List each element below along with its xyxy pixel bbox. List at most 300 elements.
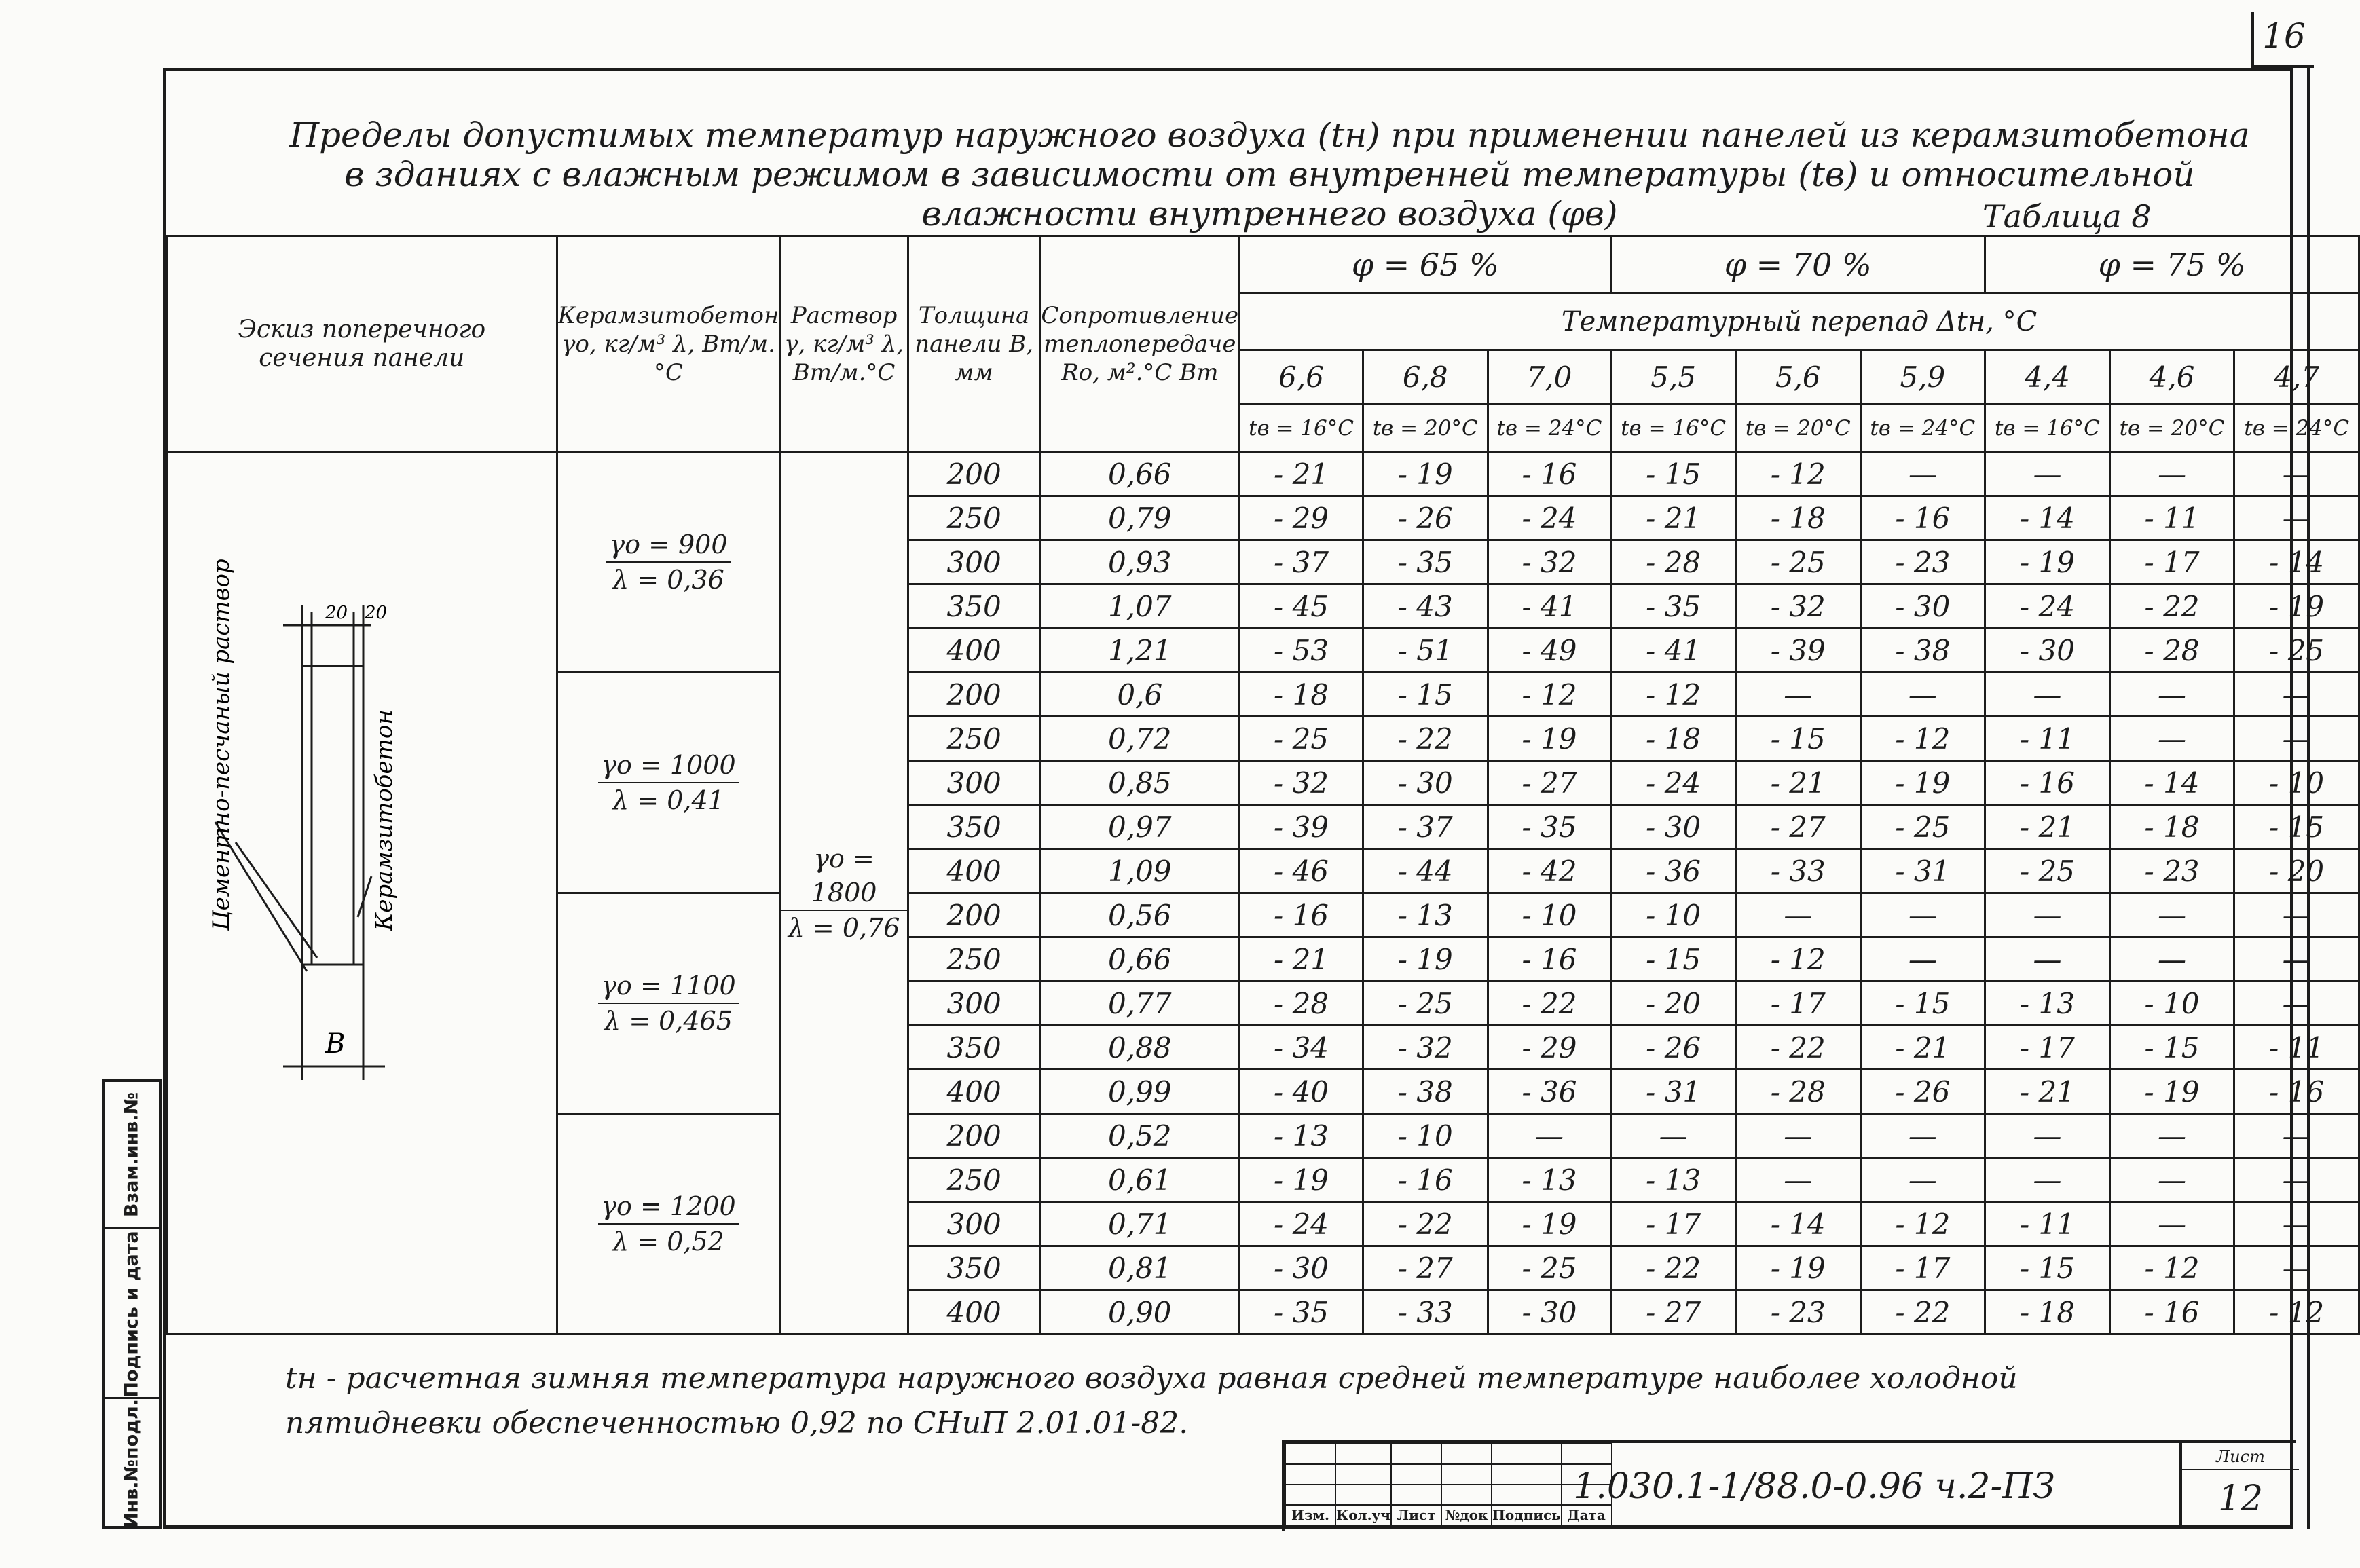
resistance-cell: 0,66 — [1040, 937, 1240, 982]
temperature-cell: - 11 — [1985, 1202, 2110, 1246]
temperature-cell: - 34 — [1240, 1026, 1363, 1070]
header-temp-drop: Температурный перепад Δtн, °С — [1240, 293, 2359, 350]
temperature-cell: — — [1735, 673, 1860, 717]
ceramsite-group-cell — [557, 1114, 780, 1334]
temperature-cell: - 49 — [1488, 629, 1611, 673]
header-delta: 5,5 — [1611, 350, 1736, 405]
temperature-cell: - 25 — [2234, 629, 2359, 673]
temperature-cell: - 28 — [1240, 982, 1363, 1026]
revision-column-label: Лист — [1391, 1505, 1441, 1525]
temperature-cell: - 16 — [1363, 1158, 1488, 1202]
resistance-cell: 0,6 — [1040, 673, 1240, 717]
temperature-cell: - 25 — [1363, 982, 1488, 1026]
temperature-cell: — — [1860, 1114, 1985, 1158]
temperature-cell: - 11 — [2234, 1026, 2359, 1070]
temperature-cell: - 12 — [1860, 717, 1985, 761]
temperature-cell: - 12 — [1611, 673, 1736, 717]
temperature-cell: - 16 — [1240, 893, 1363, 937]
ceramsite-lambda: λ = 0,36 — [612, 565, 724, 595]
temperature-cell: - 19 — [1985, 540, 2110, 584]
temperature-cell: - 11 — [2109, 496, 2234, 540]
temperature-cell: - 41 — [1488, 584, 1611, 629]
temperature-cell: — — [1735, 1114, 1860, 1158]
temperature-cell: - 15 — [1735, 717, 1860, 761]
temperature-cell: — — [2109, 937, 2234, 982]
thickness-cell: 300 — [908, 761, 1040, 805]
temperature-cell: - 30 — [1611, 805, 1736, 849]
temperature-cell: - 20 — [1611, 982, 1736, 1026]
temperature-cell: - 27 — [1611, 1290, 1736, 1334]
footnote — [285, 1356, 2254, 1446]
side-label-original: Инв.№подл. — [121, 1398, 143, 1529]
temperature-cell: - 12 — [1488, 673, 1611, 717]
header-mortar: Раствор γ, кг/м³ λ, Вт/м.°С — [780, 236, 908, 452]
header-tv: tв = 24°С — [1488, 405, 1611, 452]
temperature-cell: — — [2109, 717, 2234, 761]
resistance-cell: 0,61 — [1040, 1158, 1240, 1202]
temperature-cell: - 30 — [1363, 761, 1488, 805]
temperature-cell: — — [1488, 1114, 1611, 1158]
temperature-cell: — — [2109, 1158, 2234, 1202]
temperature-cell: - 10 — [2109, 982, 2234, 1026]
resistance-cell: 0,93 — [1040, 540, 1240, 584]
temperature-cell: - 35 — [1240, 1290, 1363, 1334]
temperature-cell: - 15 — [2234, 805, 2359, 849]
ceramsite-density: γo = 1000 — [598, 748, 738, 783]
temperature-cell: — — [2234, 893, 2359, 937]
temperature-cell: - 19 — [1363, 937, 1488, 982]
thickness-cell: 200 — [908, 452, 1040, 496]
ceramsite-density: γo = 1100 — [598, 969, 738, 1004]
header-tv: tв = 24°С — [1860, 405, 1985, 452]
temperature-cell: - 32 — [1735, 584, 1860, 629]
temperature-cell: - 17 — [2109, 540, 2234, 584]
thickness-cell: 350 — [908, 1026, 1040, 1070]
ceramsite-lambda: λ = 0,465 — [604, 1006, 733, 1036]
temperature-cell: - 43 — [1363, 584, 1488, 629]
temperature-cell: - 16 — [2234, 1070, 2359, 1114]
temperature-cell: - 46 — [1240, 849, 1363, 893]
temperature-cell: - 40 — [1240, 1070, 1363, 1114]
temperature-cell: - 14 — [2109, 761, 2234, 805]
temperature-cell: - 35 — [1363, 540, 1488, 584]
temperature-cell: - 17 — [1860, 1246, 1985, 1290]
temperature-cell: - 22 — [1488, 982, 1611, 1026]
temperature-cell: - 28 — [1735, 1070, 1860, 1114]
label-ceramsite: Керамзитобетон — [371, 709, 398, 931]
temperature-cell: - 45 — [1240, 584, 1363, 629]
header-tv: tв = 24°С — [2234, 405, 2359, 452]
temperature-cell: — — [1860, 673, 1985, 717]
header-thickness: Толщина панели B, мм — [908, 236, 1040, 452]
revision-column-label: Дата — [1562, 1505, 1612, 1525]
temperature-cell: - 28 — [2109, 629, 2234, 673]
temperature-cell: - 17 — [1611, 1202, 1736, 1246]
thickness-cell: 400 — [908, 1070, 1040, 1114]
temperature-cell: - 10 — [1488, 893, 1611, 937]
ceramsite-group-cell — [557, 893, 780, 1114]
temperature-cell: - 20 — [2234, 849, 2359, 893]
temperature-cell: - 36 — [1488, 1070, 1611, 1114]
dim-b-label: В — [325, 1028, 346, 1060]
temperature-cell: - 28 — [1611, 540, 1736, 584]
temperature-cell: - 22 — [1363, 717, 1488, 761]
temperature-cell: - 13 — [1488, 1158, 1611, 1202]
temperature-cell: - 42 — [1488, 849, 1611, 893]
footnote-line: tн - расчетная зимняя температура наружного воздуха равная средней температуре наиболее холодной — [285, 1361, 2018, 1396]
thickness-cell: 300 — [908, 540, 1040, 584]
temperature-cell: - 16 — [2109, 1290, 2234, 1334]
thickness-cell: 400 — [908, 629, 1040, 673]
temperature-cell: - 25 — [1488, 1246, 1611, 1290]
temperature-cell: - 16 — [1488, 452, 1611, 496]
side-stamp-strip — [102, 1079, 162, 1529]
temperature-cell: - 19 — [1735, 1246, 1860, 1290]
temperature-cell: - 36 — [1611, 849, 1736, 893]
resistance-cell: 1,07 — [1040, 584, 1240, 629]
temperature-cell: — — [2234, 496, 2359, 540]
temperature-cell: - 16 — [1985, 761, 2110, 805]
temperature-cell: - 26 — [1860, 1070, 1985, 1114]
header-delta: 7,0 — [1488, 350, 1611, 405]
temperature-cell: — — [2109, 1202, 2234, 1246]
temperature-cell: - 31 — [1611, 1070, 1736, 1114]
temperature-cell: — — [2109, 1114, 2234, 1158]
temperature-cell: — — [1735, 893, 1860, 937]
resistance-cell: 0,72 — [1040, 717, 1240, 761]
temperature-cell: - 12 — [2109, 1246, 2234, 1290]
temperature-cell: - 51 — [1363, 629, 1488, 673]
footnote-line: пятидневки обеспеченностью 0,92 по СНиП 2.01.01-82. — [285, 1406, 1189, 1440]
temperature-cell: - 30 — [1240, 1246, 1363, 1290]
temperature-cell: — — [1985, 893, 2110, 937]
temperature-cell: — — [2234, 1158, 2359, 1202]
temperature-cell: - 18 — [1735, 496, 1860, 540]
temperature-cell: - 27 — [1363, 1246, 1488, 1290]
temperature-cell: - 26 — [1363, 496, 1488, 540]
temperature-cell: - 14 — [1985, 496, 2110, 540]
temperature-cell: - 17 — [1985, 1026, 2110, 1070]
temperature-cell: - 39 — [1735, 629, 1860, 673]
temperature-cell: - 33 — [1735, 849, 1860, 893]
header-delta: 5,6 — [1735, 350, 1860, 405]
temperature-cell: - 12 — [1735, 937, 1860, 982]
temperature-cell: — — [1860, 893, 1985, 937]
table-label: Таблица 8 — [1983, 198, 2152, 235]
side-label-signature: Подпись и дата — [121, 1231, 143, 1398]
resistance-cell: 0,79 — [1040, 496, 1240, 540]
temperature-cell: - 22 — [2109, 584, 2234, 629]
page-title — [258, 115, 2281, 234]
temperature-cell: - 12 — [2234, 1290, 2359, 1334]
temperature-cell: - 15 — [1363, 673, 1488, 717]
temperature-cell: — — [2234, 717, 2359, 761]
thickness-cell: 350 — [908, 584, 1040, 629]
sheet-number-box — [2251, 12, 2314, 68]
temperature-cell: — — [2234, 452, 2359, 496]
temperature-cell: — — [1985, 452, 2110, 496]
temperature-cell: - 21 — [1240, 937, 1363, 982]
dim-left-label: 20 — [325, 602, 348, 623]
ceramsite-lambda: λ = 0,52 — [612, 1227, 724, 1256]
side-label-replacement: Взам.инв.№ — [121, 1091, 143, 1218]
header-phi-75: φ = 75 % — [1985, 236, 2359, 293]
temperature-cell: — — [1985, 937, 2110, 982]
resistance-cell: 0,90 — [1040, 1290, 1240, 1334]
title-block — [1282, 1440, 2296, 1531]
header-tv: tв = 16°С — [1240, 405, 1363, 452]
temperature-cell: — — [1860, 1158, 1985, 1202]
temperature-cell: — — [2109, 452, 2234, 496]
temperature-cell: - 13 — [1240, 1114, 1363, 1158]
temperature-cell: - 37 — [1240, 540, 1363, 584]
temperature-cell: - 41 — [1611, 629, 1736, 673]
temperature-cell: - 21 — [1860, 1026, 1985, 1070]
ceramsite-lambda: λ = 0,41 — [612, 785, 724, 815]
temperature-cell: - 35 — [1611, 584, 1736, 629]
dim-right-label: 20 — [365, 602, 388, 623]
mortar-lambda: λ = 0,76 — [788, 912, 900, 943]
temperature-cell: - 29 — [1488, 1026, 1611, 1070]
temperature-cell: — — [2234, 1246, 2359, 1290]
temperature-cell: - 15 — [1860, 982, 1985, 1026]
sheet-number: 16 — [2262, 16, 2306, 56]
header-tv: tв = 20°С — [1363, 405, 1488, 452]
resistance-cell: 1,21 — [1040, 629, 1240, 673]
ceramsite-density: γo = 1200 — [598, 1189, 738, 1225]
revision-header — [1285, 1505, 1612, 1525]
resistance-cell: 1,09 — [1040, 849, 1240, 893]
temperature-cell: - 24 — [1611, 761, 1736, 805]
temperature-cell: - 19 — [2109, 1070, 2234, 1114]
revision-column-label: Кол.уч — [1335, 1505, 1391, 1525]
thickness-cell: 300 — [908, 1202, 1040, 1246]
label-mortar: Цементно-песчаный раствор — [208, 558, 235, 931]
temperature-cell: - 18 — [1985, 1290, 2110, 1334]
side-cell-signature — [105, 1227, 159, 1399]
thickness-cell: 350 — [908, 805, 1040, 849]
temperature-cell: - 16 — [1488, 937, 1611, 982]
temperature-cell: — — [2109, 673, 2234, 717]
document-code: 1.030.1-1/88.0-0.96 ч.2-ПЗ — [1573, 1466, 2055, 1507]
resistance-cell: 0,81 — [1040, 1246, 1240, 1290]
temperature-cell: - 15 — [2109, 1026, 2234, 1070]
header-phi-65: φ = 65 % — [1240, 236, 1611, 293]
header-phi-70: φ = 70 % — [1611, 236, 1985, 293]
sheet-label: Лист — [2182, 1447, 2299, 1470]
thickness-cell: 300 — [908, 982, 1040, 1026]
temperature-cell: - 32 — [1240, 761, 1363, 805]
table-row — [167, 452, 2359, 496]
resistance-cell: 0,71 — [1040, 1202, 1240, 1246]
temperature-cell: - 26 — [1611, 1026, 1736, 1070]
temperature-cell: - 18 — [1611, 717, 1736, 761]
temperature-cell: - 53 — [1240, 629, 1363, 673]
temperature-cell: - 18 — [1240, 673, 1363, 717]
temperature-cell: - 24 — [1240, 1202, 1363, 1246]
temperature-cell: - 23 — [1860, 540, 1985, 584]
temperature-cell: - 15 — [1611, 452, 1736, 496]
temperature-cell: - 24 — [1488, 496, 1611, 540]
temperature-cell: - 30 — [1860, 584, 1985, 629]
title-line: в зданиях с влажным режимом в зависимости от внутренней температуры (tв) и относительной — [344, 155, 2195, 194]
resistance-cell: 0,97 — [1040, 805, 1240, 849]
temperature-cell: - 16 — [1860, 496, 1985, 540]
temperature-cell: - 13 — [1611, 1158, 1736, 1202]
temperature-cell: - 25 — [1735, 540, 1860, 584]
thickness-cell: 250 — [908, 717, 1040, 761]
temperature-cell: - 39 — [1240, 805, 1363, 849]
temperature-cell: — — [1985, 1114, 2110, 1158]
temperature-cell: — — [2234, 937, 2359, 982]
sketch-cell — [167, 452, 557, 1334]
temperature-cell: - 25 — [1985, 849, 2110, 893]
temperature-cell: — — [2234, 673, 2359, 717]
temperature-cell: - 10 — [1363, 1114, 1488, 1158]
temperature-cell: — — [2234, 1114, 2359, 1158]
temperature-cell: — — [1611, 1114, 1736, 1158]
side-cell-original — [105, 1397, 159, 1528]
temperature-cell: — — [1735, 1158, 1860, 1202]
header-tv: tв = 16°С — [1611, 405, 1736, 452]
temperature-cell: - 14 — [2234, 540, 2359, 584]
temperature-cell: - 38 — [1363, 1070, 1488, 1114]
temperature-cell: - 13 — [1363, 893, 1488, 937]
temperature-cell: - 12 — [1735, 452, 1860, 496]
resistance-cell: 0,88 — [1040, 1026, 1240, 1070]
title-line: влажности внутреннего воздуха (φв) — [921, 194, 1618, 234]
mortar-cell — [780, 452, 908, 1334]
temperature-cell: - 17 — [1735, 982, 1860, 1026]
panel-section-sketch — [168, 455, 548, 1331]
temperature-cell: - 21 — [1611, 496, 1736, 540]
thickness-cell: 250 — [908, 496, 1040, 540]
temperature-cell: - 22 — [1735, 1026, 1860, 1070]
header-delta: 4,6 — [2109, 350, 2234, 405]
resistance-cell: 0,52 — [1040, 1114, 1240, 1158]
thickness-cell: 250 — [908, 1158, 1040, 1202]
temperature-cell: - 14 — [1735, 1202, 1860, 1246]
temperature-cell: - 27 — [1488, 761, 1611, 805]
header-sketch: Эскиз поперечного сечения панели — [167, 236, 557, 452]
ceramsite-group-cell — [557, 452, 780, 673]
thickness-cell: 200 — [908, 673, 1040, 717]
temperature-cell: - 19 — [1488, 717, 1611, 761]
table-body — [167, 452, 2359, 1334]
temperature-cell: - 27 — [1735, 805, 1860, 849]
header-delta: 4,7 — [2234, 350, 2359, 405]
ceramsite-group-cell — [557, 673, 780, 893]
thickness-cell: 250 — [908, 937, 1040, 982]
data-table — [166, 235, 2360, 1335]
header-ceramsite: Керамзитобетон γo, кг/м³ λ, Вт/м.°С — [557, 236, 780, 452]
revision-column-label: №док — [1441, 1505, 1492, 1525]
title-line: Пределы допустимых температур наружного воздуха (tн) при применении панелей из керамзитобетона — [289, 115, 2250, 155]
temperature-cell: - 21 — [1985, 805, 2110, 849]
resistance-cell: 0,85 — [1040, 761, 1240, 805]
header-delta: 6,8 — [1363, 350, 1488, 405]
temperature-cell: - 21 — [1735, 761, 1860, 805]
thickness-cell: 350 — [908, 1246, 1040, 1290]
resistance-cell: 0,56 — [1040, 893, 1240, 937]
temperature-cell: — — [1985, 673, 2110, 717]
temperature-cell: - 21 — [1985, 1070, 2110, 1114]
mortar-density: γo = 1800 — [781, 842, 906, 911]
temperature-cell: - 25 — [1240, 717, 1363, 761]
revision-column-label: Изм. — [1285, 1505, 1335, 1525]
header-delta: 4,4 — [1985, 350, 2110, 405]
temperature-cell: — — [2109, 893, 2234, 937]
revision-column-label: Подпись — [1492, 1505, 1562, 1525]
temperature-cell: - 23 — [1735, 1290, 1860, 1334]
header-tv: tв = 20°С — [2109, 405, 2234, 452]
thickness-cell: 400 — [908, 849, 1040, 893]
temperature-cell: - 35 — [1488, 805, 1611, 849]
header-tv: tв = 16°С — [1985, 405, 2110, 452]
header-tv: tв = 20°С — [1735, 405, 1860, 452]
temperature-cell: — — [1985, 1158, 2110, 1202]
temperature-cell: - 33 — [1363, 1290, 1488, 1334]
resistance-cell: 0,66 — [1040, 452, 1240, 496]
resistance-cell: 0,77 — [1040, 982, 1240, 1026]
temperature-cell: - 44 — [1363, 849, 1488, 893]
header-delta: 5,9 — [1860, 350, 1985, 405]
temperature-cell: - 38 — [1860, 629, 1985, 673]
sheet-value: 12 — [2217, 1478, 2264, 1519]
temperature-cell: - 10 — [2234, 761, 2359, 805]
temperature-cell: - 24 — [1985, 584, 2110, 629]
temperature-cell: - 22 — [1860, 1290, 1985, 1334]
header-resistance: Сопротивление теплопередаче Ro, м².°С Вт — [1040, 236, 1240, 452]
temperature-cell: - 15 — [1985, 1246, 2110, 1290]
data-table-wrapper — [166, 235, 2360, 1335]
temperature-cell: - 29 — [1240, 496, 1363, 540]
temperature-cell: - 19 — [2234, 584, 2359, 629]
temperature-cell: - 19 — [1363, 452, 1488, 496]
temperature-cell: - 12 — [1860, 1202, 1985, 1246]
temperature-cell: - 19 — [1240, 1158, 1363, 1202]
thickness-cell: 200 — [908, 893, 1040, 937]
temperature-cell: - 19 — [1488, 1202, 1611, 1246]
header-delta: 6,6 — [1240, 350, 1363, 405]
sheet-box — [2179, 1443, 2299, 1529]
temperature-cell: - 19 — [1860, 761, 1985, 805]
side-cell-replacement — [105, 1082, 159, 1227]
temperature-cell: - 25 — [1860, 805, 1985, 849]
temperature-cell: — — [1860, 452, 1985, 496]
temperature-cell: — — [1860, 937, 1985, 982]
thickness-cell: 400 — [908, 1290, 1040, 1334]
temperature-cell: - 32 — [1488, 540, 1611, 584]
temperature-cell: - 30 — [1985, 629, 2110, 673]
ceramsite-density: γo = 900 — [606, 527, 730, 563]
temperature-cell: - 23 — [2109, 849, 2234, 893]
temperature-cell: - 13 — [1985, 982, 2110, 1026]
thickness-cell: 200 — [908, 1114, 1040, 1158]
temperature-cell: - 11 — [1985, 717, 2110, 761]
temperature-cell: — — [2234, 982, 2359, 1026]
temperature-cell: - 32 — [1363, 1026, 1488, 1070]
temperature-cell: - 22 — [1363, 1202, 1488, 1246]
temperature-cell: - 37 — [1363, 805, 1488, 849]
temperature-cell: - 31 — [1860, 849, 1985, 893]
temperature-cell: - 30 — [1488, 1290, 1611, 1334]
temperature-cell: - 10 — [1611, 893, 1736, 937]
resistance-cell: 0,99 — [1040, 1070, 1240, 1114]
temperature-cell: - 22 — [1611, 1246, 1736, 1290]
temperature-cell: - 21 — [1240, 452, 1363, 496]
temperature-cell: - 15 — [1611, 937, 1736, 982]
